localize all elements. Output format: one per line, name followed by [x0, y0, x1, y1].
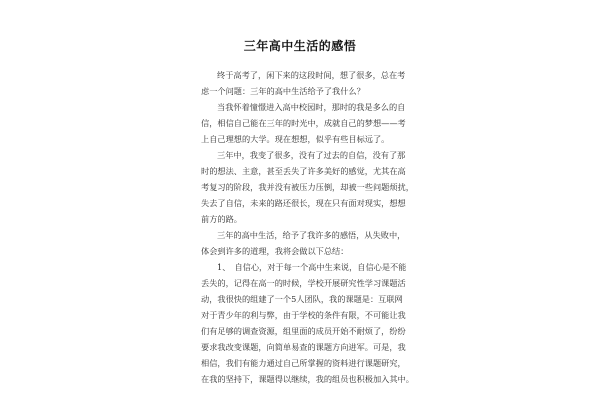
- body-line: 终于高考了，闲下来的这段时间，想了很多，总在考: [217, 70, 406, 80]
- body-line: 动，我很快的组建了一个5人团队，我的课题是：互联网: [201, 294, 403, 304]
- body-line: 相信，我们有能力通过自己所掌握的资料进行课题研究，: [201, 358, 406, 368]
- body-line: 要求我改变课题，向简单易查的课题方向进军。可是，我: [201, 342, 406, 352]
- body-line: 们有足够的调查资源，组里面的成员开始不耐烦了，纷纷: [201, 326, 406, 336]
- body-line: 对于青少年的利与弊，由于学校的条件有限，不可能让我: [201, 310, 406, 320]
- body-line: 在我的坚持下，课题得以继续，我的组员也积极加入其中。: [201, 374, 414, 384]
- body-line: 信，相信自己能在三年的时光中，成就自己的梦想——考: [201, 118, 406, 128]
- body-line: 虑一个问题：三年的高中生活给予了我什么？: [201, 86, 365, 96]
- body-line: 1、 自信心，对于每一个高中生来说，自信心是不能: [217, 262, 407, 272]
- body-line: 时的想法、主意，甚至丢失了许多美好的感觉，尤其在高: [201, 166, 406, 176]
- body-line: 考复习的阶段，我并没有被压力压倒，却被一些问题烦扰，: [201, 182, 414, 192]
- document-title: 三年高中生活的感悟: [243, 39, 357, 53]
- body-line: 当我怀着憧憬进入高中校园时，那时的我是多么的自: [217, 102, 406, 112]
- body-line: 体会到许多的道理，我将会做以下总结：: [201, 246, 349, 256]
- body-line: 三年的高中生活，给予了我许多的感悟，从失败中，: [217, 230, 406, 240]
- body-line: 失去了自信，未来的路还很长，现在只有面对现实，想想: [201, 198, 406, 208]
- body-line: 三年中，我变了很多，没有了过去的自信，没有了那: [217, 150, 406, 160]
- body-line: 上自己理想的大学。现在想想，似乎有些目标远了。: [201, 134, 390, 144]
- body-line: 丢失的，记得在高一的时候，学校开展研究性学习课题活: [201, 278, 406, 288]
- body-line: 前方的路。: [201, 214, 242, 224]
